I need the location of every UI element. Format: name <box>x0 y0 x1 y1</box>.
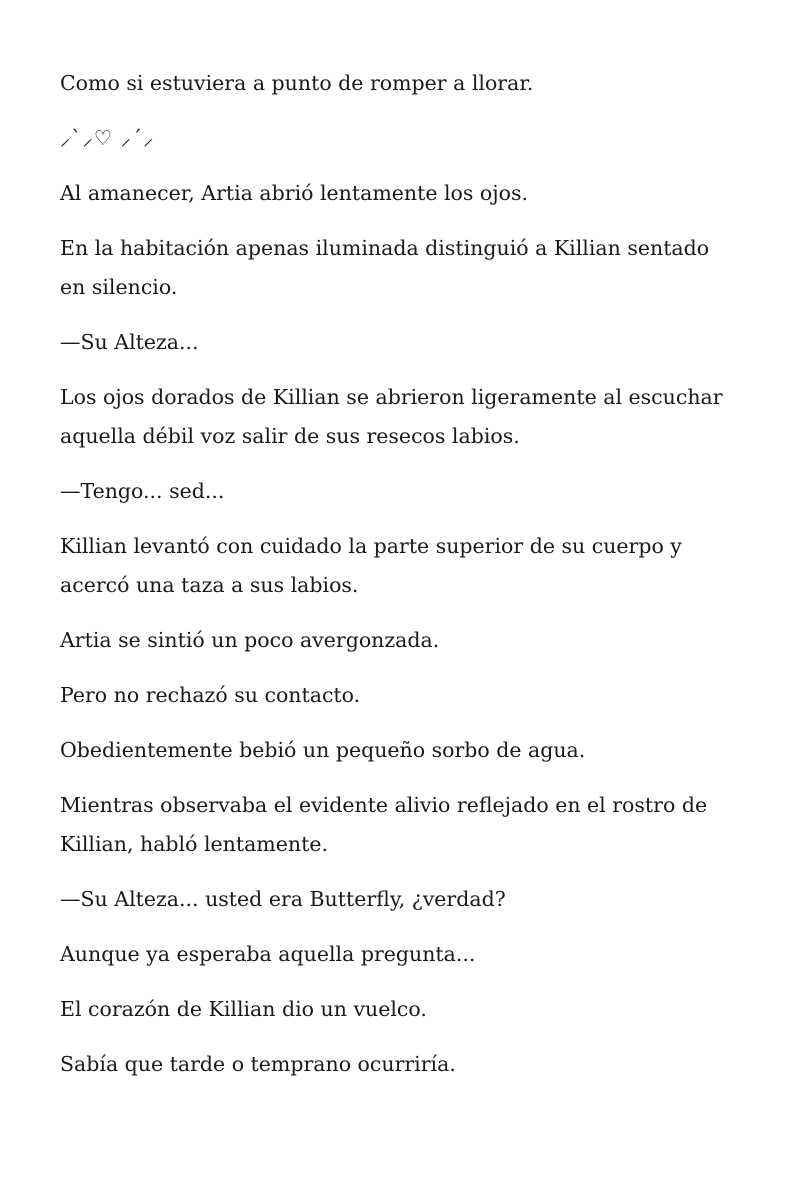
paragraph: El corazón de Killian dio un vuelco. <box>60 997 427 1021</box>
paragraph: Aunque ya esperaba aquella pregunta... <box>60 942 476 966</box>
dialogue-line: —Su Alteza... usted era Butterfly, ¿verdad? <box>60 887 506 911</box>
dialogue-line: —Su Alteza... <box>60 330 199 354</box>
paragraph: Mientras observaba el evidente alivio reflejado en el rostro de Killian, habló lentamente. <box>60 793 708 856</box>
paragraph: Sabía que tarde o temprano ocurriría. <box>60 1052 456 1076</box>
paragraph: Obedientemente bebió un pequeño sorbo de agua. <box>60 738 586 762</box>
paragraph: Pero no rechazó su contacto. <box>60 683 361 707</box>
paragraph: Los ojos dorados de Killian se abrieron ligeramente al escuchar aquella débil voz salir de sus resecos labios. <box>60 385 723 448</box>
paragraph: Al amanecer, Artia abrió lentamente los ojos. <box>60 181 529 205</box>
dialogue-line: —Tengo... sed... <box>60 479 225 503</box>
paragraph: Como si estuviera a punto de romper a llorar. <box>60 71 534 95</box>
paragraph: Artia se sintió un poco avergonzada. <box>60 628 440 652</box>
paragraph: Killian levantó con cuidado la parte superior de su cuerpo y acercó una taza a sus labios. <box>60 534 682 597</box>
scene-separator: ⸝`⸝♡ ⸝´⸝ <box>60 126 155 150</box>
paragraph: En la habitación apenas iluminada distinguió a Killian sentado en silencio. <box>60 236 710 299</box>
